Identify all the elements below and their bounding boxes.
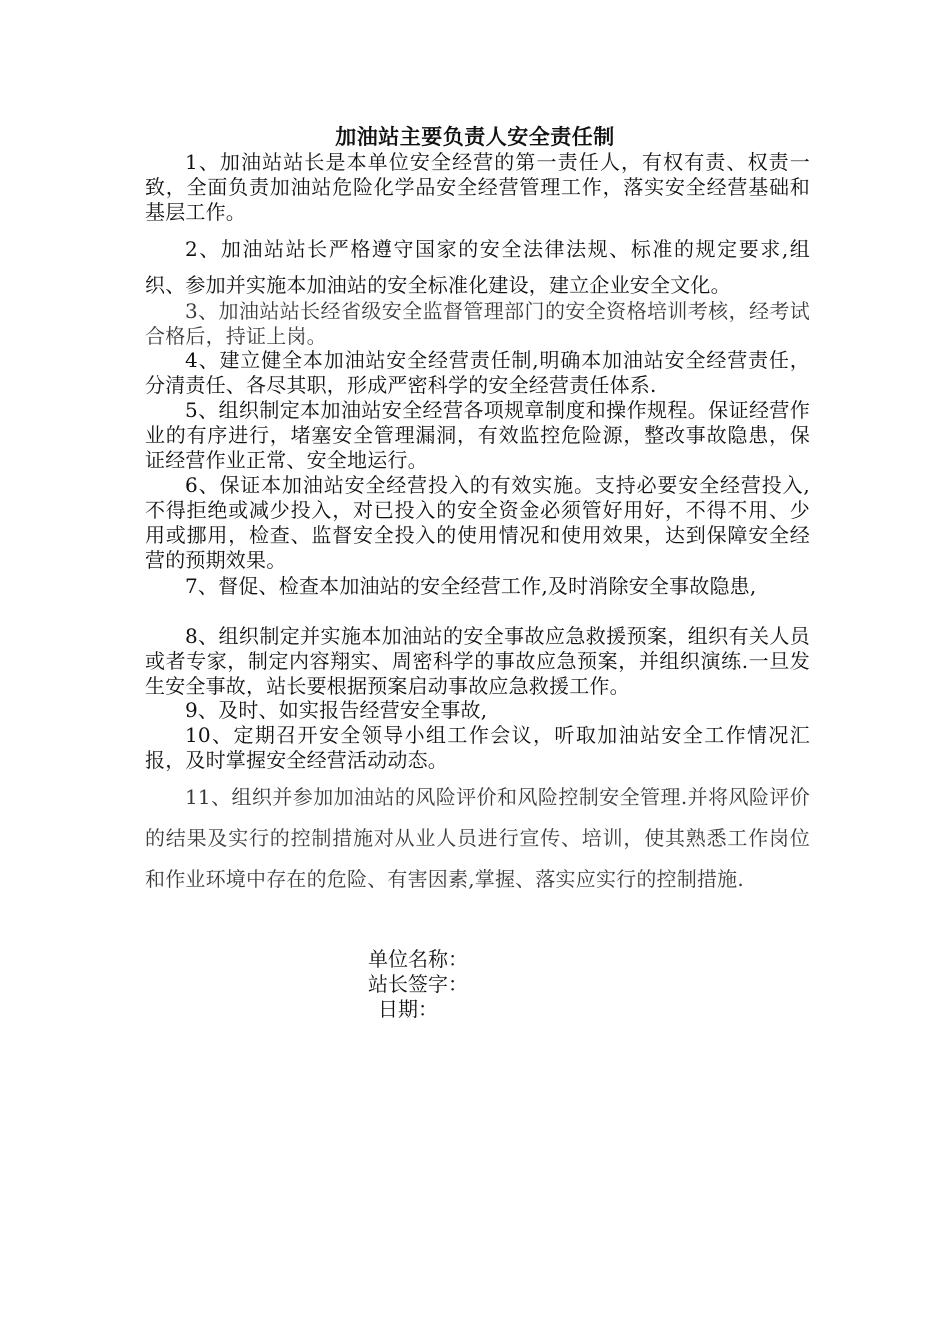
paragraph-9: 9、及时、如实报告经营安全事故, [185,698,488,722]
signature-manager: 站长签字： [368,972,468,996]
paragraph-6: 6、保证本加油站安全经营投入的有效实施。支持必要安全经营投入,不得拒绝或减少投入，对已投入的安全资金必须管好用好，不得不用、少用或挪用，检查、监督安全投入的使用情况和使用效果，达到保障安全经营的预期效果。 [145,473,810,572]
paragraph-8: 8、组织制定并实施本加油站的安全事故应急救援预案，组织有关人员或者专家，制定内容翔实、周密科学的事故应急预案，并组织演练.一旦发生安全事故，站长要根据预案启动事故应急救援工作。 [145,624,810,698]
paragraph-3: 3、加油站站长经省级安全监督管理部门的安全资格培训考核，经考试合格后，持证上岗。 [145,299,810,348]
signature-date: 日期： [378,997,438,1021]
paragraph-1: 1、加油站站长是本单位安全经营的第一责任人，有权有责、权责一致，全面负责加油站危险化学品安全经营管理工作，落实安全经营基础和基层工作。 [145,150,810,224]
signature-unit-name: 单位名称： [368,947,468,971]
paragraph-2: 2、加油站站长严格遵守国家的安全法律法规、标准的规定要求,组织、参加并实施本加油站的安全标准化建设，建立企业安全文化。 [145,237,810,297]
paragraph-11: 11、组织并参加加油站的风险评价和风险控制安全管理.并将风险评价的结果及实行的控制措施对从业人员进行宣传、培训，使其熟悉工作岗位和作业环境中存在的危险、有害因素,掌握、落实应实行的控制措施. [145,785,810,891]
paragraph-10: 10、定期召开安全领导小组工作会议，听取加油站安全工作情况汇报，及时掌握安全经营活动动态。 [145,723,810,772]
document-title: 加油站主要负责人安全责任制 [335,124,615,149]
paragraph-5: 5、组织制定本加油站安全经营各项规章制度和操作规程。保证经营作业的有序进行，堵塞安全管理漏洞，有效监控危险源，整改事故隐患，保证经营作业正常、安全地运行。 [145,398,810,472]
paragraph-7: 7、督促、检查本加油站的安全经营工作,及时消除安全事故隐患, [185,574,757,598]
paragraph-4: 4、建立健全本加油站安全经营责任制,明确本加油站安全经营责任，分清责任、各尽其职，形成严密科学的安全经营责任体系. [145,348,810,397]
